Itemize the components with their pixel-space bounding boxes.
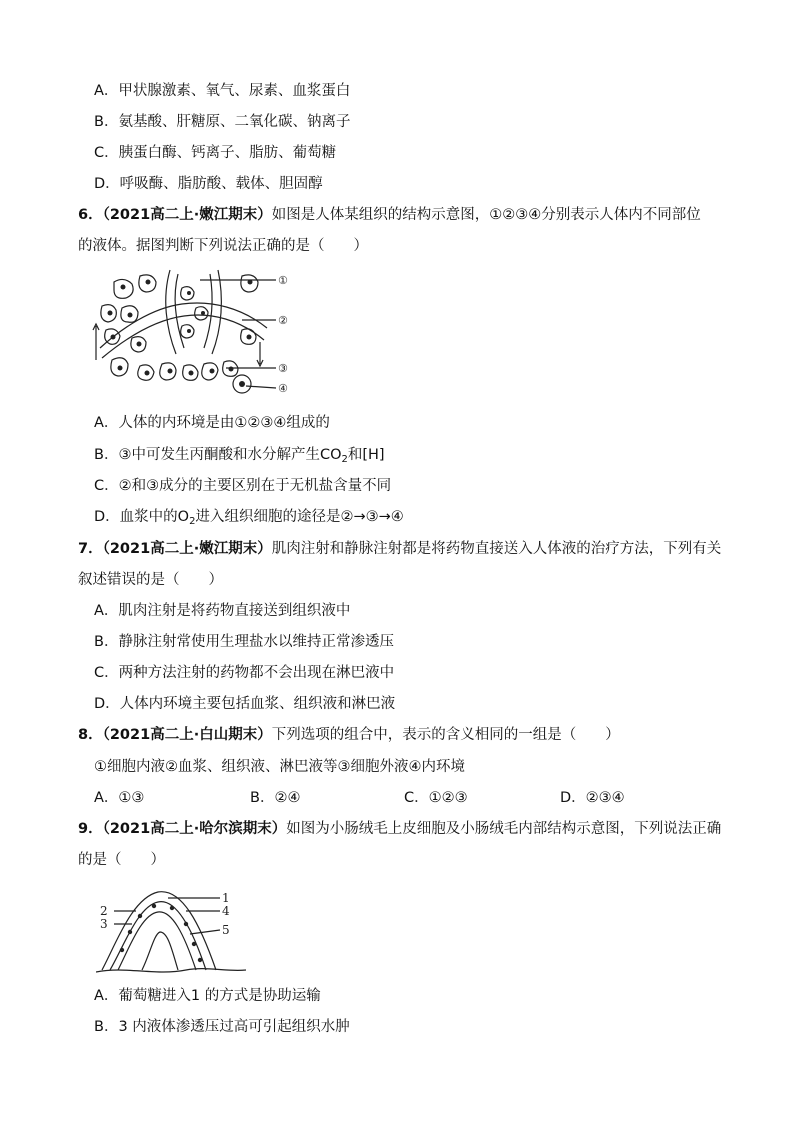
q9-option-a: A．葡萄糖进入1 的方式是协助运输 bbox=[94, 988, 321, 1004]
q5-option-b: B．氨基酸、肝糖原、二氧化碳、钠离子 bbox=[94, 114, 351, 130]
flow-arrow bbox=[93, 324, 99, 360]
q7-source: （2021高二上·嫩江期末） bbox=[102, 541, 272, 557]
q7-option-c: C．两种方法注射的药物都不会出现在淋巴液中 bbox=[94, 665, 395, 681]
q6-number: 6． bbox=[78, 207, 103, 223]
q7-option-b: B．静脉注射常使用生理盐水以维持正常渗透压 bbox=[94, 634, 394, 650]
q9-stem-text: 如图为小肠绒毛上皮细胞及小肠绒毛内部结构示意图，下列说法正确 bbox=[286, 821, 722, 837]
q6-source: （2021高二上·嫩江期末） bbox=[102, 207, 272, 223]
villus-diagram bbox=[96, 884, 246, 976]
tissue-diagram bbox=[92, 268, 298, 400]
figure-label-3: ③ bbox=[278, 362, 288, 375]
q6-option-a: A．人体的内环境是由①②③④组成的 bbox=[94, 415, 330, 431]
q7-stem-text: 肌肉注射和静脉注射都是将药物直接送入人体液的治疗方法，下列有关 bbox=[271, 541, 722, 557]
q5-option-c: C．胰蛋白酶、钙离子、脂肪、葡萄糖 bbox=[94, 145, 337, 161]
leader-line-5 bbox=[190, 930, 220, 934]
q5-option-d: D．呼吸酶、脂肪酸、载体、胆固醇 bbox=[94, 176, 323, 192]
q6-stem bbox=[78, 205, 701, 225]
q8-choice-c: C．①②③ bbox=[404, 790, 468, 806]
q8-source: （2021高二上·白山期末） bbox=[102, 727, 272, 743]
figure-label-4: ④ bbox=[278, 382, 288, 395]
q8-stem bbox=[78, 725, 620, 745]
q8-number: 8． bbox=[78, 727, 103, 743]
q8-stem-text: 下列选项的组合中，表示的含义相同的一组是（ ） bbox=[271, 727, 620, 743]
q8-choice-a: A．①③ bbox=[94, 790, 145, 806]
q8-choice-d: D．②③④ bbox=[560, 790, 625, 806]
q8-choice-b: B．②④ bbox=[250, 790, 301, 806]
q6-option-b: B．③中可发生丙酮酸和水分解产生$CO_2$和[H] bbox=[94, 447, 385, 465]
q8-choices bbox=[94, 788, 714, 810]
figure-label-4: 4 bbox=[222, 904, 230, 918]
q7-option-d: D．人体内环境主要包括血浆、组织液和淋巴液 bbox=[94, 696, 396, 712]
q9-stem-line2: 的是（ ） bbox=[78, 852, 165, 868]
figure-label-2: ② bbox=[278, 314, 288, 327]
q7-stem bbox=[78, 539, 721, 559]
figure-label-3: 3 bbox=[100, 917, 108, 931]
lymph-vessel bbox=[166, 270, 222, 354]
q7-number: 7． bbox=[78, 541, 103, 557]
q6-option-c: C．②和③成分的主要区别在于无机盐含量不同 bbox=[94, 478, 392, 494]
figure-label-2: 2 bbox=[100, 904, 108, 918]
figure-label-1: ① bbox=[278, 274, 288, 287]
nucleus bbox=[121, 285, 126, 290]
q6-stem-text: 如图是人体某组织的结构示意图，①②③④分别表示人体内不同部位 bbox=[271, 207, 701, 223]
q9-number: 9． bbox=[78, 821, 103, 837]
q6-stem-line2: 的液体。据图判断下列说法正确的是（ ） bbox=[78, 238, 368, 254]
q9-option-b: B．3 内液体渗透压过高可引起组织水肿 bbox=[94, 1019, 350, 1035]
q7-stem-line2: 叙述错误的是（ ） bbox=[78, 572, 223, 588]
q7-option-a: A．肌肉注射是将药物直接送到组织液中 bbox=[94, 603, 351, 619]
q5-option-a: A．甲状腺激素、氧气、尿素、血浆蛋白 bbox=[94, 83, 351, 99]
q9-source: （2021高二上·哈尔滨期末） bbox=[102, 821, 287, 837]
lymph-duct bbox=[142, 932, 178, 970]
q6-option-d: D．血浆中的$O_2$进入组织细胞的途径是②→③→④ bbox=[94, 509, 404, 527]
epithelial-nucleus bbox=[120, 948, 124, 952]
figure-label-1: 1 bbox=[222, 891, 230, 905]
figure-label-5: 5 bbox=[222, 923, 230, 937]
flow-arrow bbox=[257, 342, 263, 366]
q9-stem bbox=[78, 819, 721, 839]
q8-items: ①细胞内液②血浆、组织液、淋巴液等③细胞外液④内环境 bbox=[94, 759, 465, 775]
lymph-vessel-inner bbox=[175, 274, 212, 348]
